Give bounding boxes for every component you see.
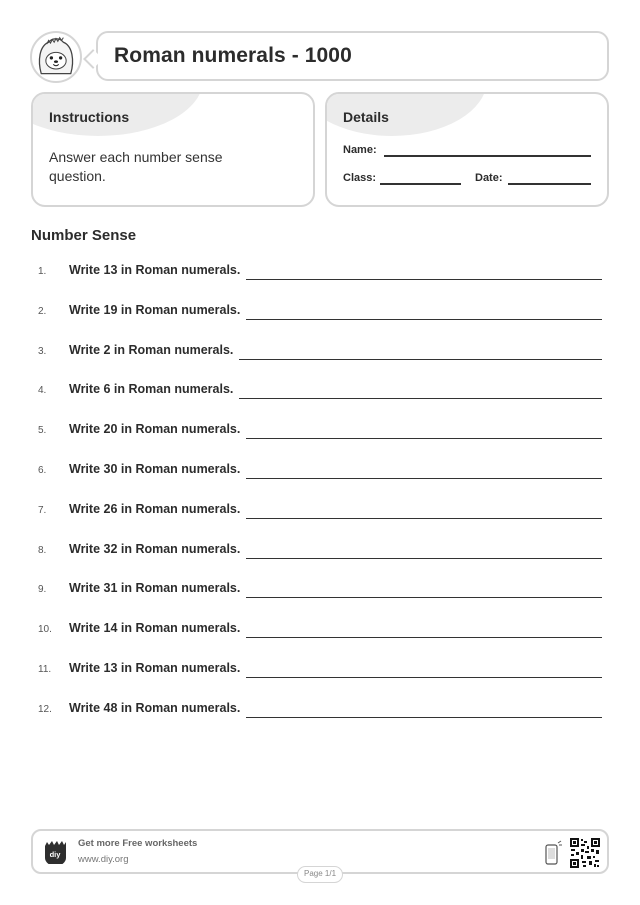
answer-line[interactable] [239, 398, 602, 399]
answer-line[interactable] [246, 717, 602, 718]
answer-line[interactable] [246, 438, 602, 439]
class-field[interactable] [380, 183, 461, 185]
answer-line[interactable] [246, 478, 602, 479]
question-text: Write 31 in Roman numerals. [69, 581, 241, 595]
answer-line[interactable] [246, 637, 602, 638]
class-label: Class: [343, 172, 377, 184]
question-text: Write 26 in Roman numerals. [69, 502, 241, 516]
instructions-panel [31, 92, 315, 207]
question-row [0, 620, 640, 644]
question-row [0, 541, 640, 565]
question-text: Write 20 in Roman numerals. [69, 422, 241, 436]
question-row [0, 700, 640, 724]
question-number: 4. [38, 385, 47, 396]
instructions-text: Answer each number sense question. [49, 149, 223, 184]
qr-code-icon [569, 837, 601, 869]
question-number: 12. [38, 704, 52, 715]
answer-line[interactable] [246, 279, 602, 280]
question-row [0, 580, 640, 604]
question-row [0, 302, 640, 326]
question-number: 10. [38, 624, 52, 635]
answer-line[interactable] [246, 518, 602, 519]
question-number: 1. [38, 266, 47, 277]
page-title: Roman numerals - 1000 [114, 44, 352, 67]
title-bubble [96, 31, 609, 81]
question-text: Write 19 in Roman numerals. [69, 303, 241, 317]
name-label: Name: [343, 144, 377, 156]
answer-line[interactable] [239, 359, 602, 360]
section-title: Number Sense [31, 227, 137, 244]
footer-website-link[interactable]: www.diy.org [78, 854, 129, 865]
answer-line[interactable] [246, 677, 602, 678]
page-number-badge: Page 1/1 [297, 866, 343, 883]
date-label: Date: [475, 172, 503, 184]
footer-promo-text: Get more Free worksheets [78, 838, 198, 849]
date-field[interactable] [508, 183, 591, 185]
question-row [0, 342, 640, 366]
question-row [0, 501, 640, 525]
question-number: 3. [38, 346, 47, 357]
diy-logo-icon [42, 840, 68, 864]
question-number: 11. [38, 664, 52, 675]
instructions-heading: Instructions [49, 109, 130, 125]
answer-line[interactable] [246, 597, 602, 598]
question-text: Write 13 in Roman numerals. [69, 263, 241, 277]
question-row [0, 381, 640, 405]
answer-line[interactable] [246, 319, 602, 320]
name-field[interactable] [384, 155, 591, 157]
question-row [0, 421, 640, 445]
question-text: Write 48 in Roman numerals. [69, 701, 241, 715]
phone-scan-icon [543, 840, 563, 866]
question-text: Write 13 in Roman numerals. [69, 661, 241, 675]
answer-line[interactable] [246, 558, 602, 559]
yeti-mascot-icon [30, 31, 82, 83]
question-text: Write 32 in Roman numerals. [69, 542, 241, 556]
question-number: 6. [38, 465, 47, 476]
question-row [0, 262, 640, 286]
question-text: Write 14 in Roman numerals. [69, 621, 241, 635]
question-number: 9. [38, 584, 47, 595]
question-row [0, 660, 640, 684]
details-heading: Details [343, 109, 389, 125]
question-text: Write 30 in Roman numerals. [69, 462, 241, 476]
svg-text:diy: diy [49, 850, 61, 859]
details-panel [325, 92, 609, 207]
question-number: 5. [38, 425, 47, 436]
question-number: 2. [38, 306, 47, 317]
question-text: Write 2 in Roman numerals. [69, 343, 234, 357]
question-number: 7. [38, 505, 47, 516]
question-number: 8. [38, 545, 47, 556]
question-row [0, 461, 640, 485]
question-text: Write 6 in Roman numerals. [69, 382, 234, 396]
